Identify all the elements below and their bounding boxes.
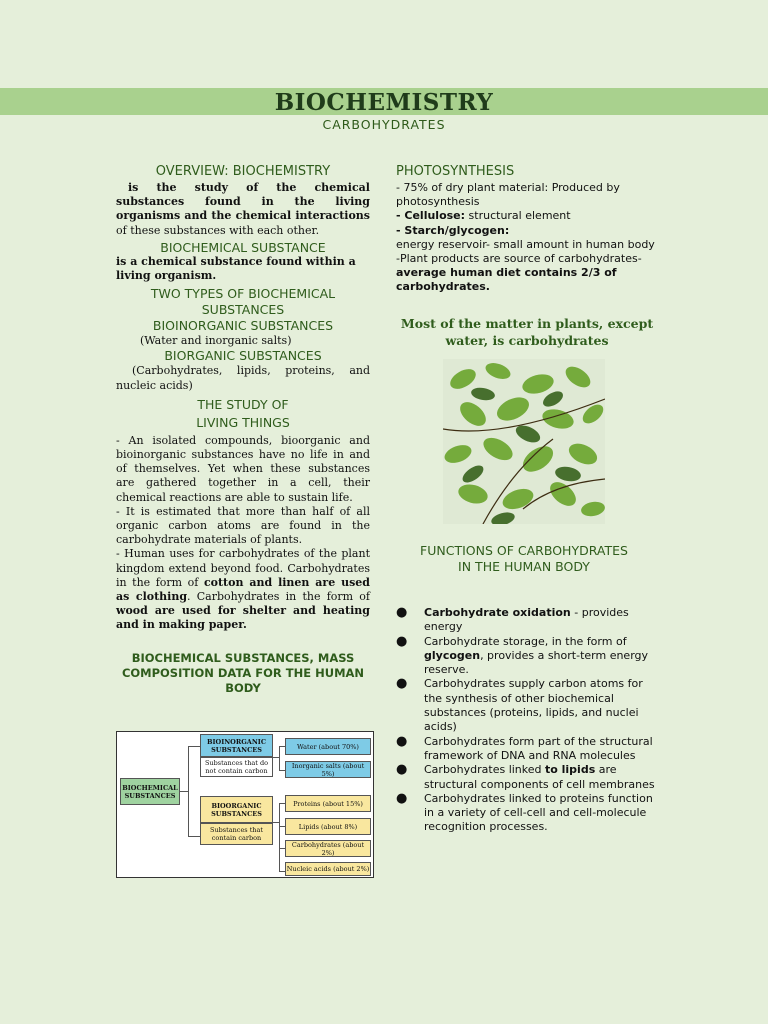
diagram-contain-carbon-box: Substances that contain carbon: [200, 823, 273, 845]
photosynthesis-line1: - 75% of dry plant material: Produced by photosynthesis: [396, 181, 620, 209]
list-item: [396, 763, 656, 792]
b1a: Carbohydrate oxidation: [424, 606, 571, 619]
bioorganic-text: (Carbohydrates, lipids, proteins, and nucleic acids): [116, 364, 370, 392]
overview-text: [116, 181, 370, 238]
diagram-nucleic-acids-box: Nucleic acids (about 2%): [285, 862, 371, 876]
diagram-connector: [188, 746, 200, 747]
list-item: [396, 735, 656, 764]
study-p3c: . Carbohydrates in the form of: [187, 590, 370, 604]
biochemical-substance-heading: BIOCHEMICAL SUBSTANCE: [160, 239, 326, 255]
bioinorganic-heading: BIOINORGANIC SUBSTANCES: [152, 318, 334, 334]
overview-heading: OVERVIEW: BIOCHEMISTRY: [155, 164, 331, 179]
study-heading: [116, 396, 370, 432]
products-a: -Plant products are source of carbohydrates-: [396, 252, 642, 266]
study-paragraph-2: - It is estimated that more than half of all organic carbon atoms are found in the carbohydrate materials of plants.: [116, 504, 370, 547]
biochemical-substances-diagram: [116, 731, 374, 878]
diagram-connector: [188, 746, 189, 836]
b5c: are structural components of cell membranes: [424, 763, 655, 791]
b4: Carbohydrates form part of the structural framework of DNA and RNA molecules: [424, 734, 653, 762]
cellulose-text: structural element: [465, 209, 571, 223]
right-column: [396, 164, 658, 349]
b5b: to lipids: [545, 763, 596, 777]
overview-rest: of these substances with each other.: [116, 223, 320, 237]
bullet-icon: ●: [396, 762, 408, 778]
diagram-caption: BIOCHEMICAL SUBSTANCES, MASS COMPOSITION DATA FOR THE HUMAN BODY: [121, 650, 365, 695]
bullet-icon: ●: [396, 605, 408, 620]
b2b: glycogen: [424, 648, 481, 662]
starch-label: - Starch/glycogen:: [396, 223, 510, 237]
bullet-icon: ●: [396, 733, 408, 749]
biochemical-substance-text: is a chemical substance found within a living organism.: [116, 254, 356, 283]
diagram-bioorganic-box: BIOORGANIC SUBSTANCES: [200, 796, 273, 823]
cellulose-label: - Cellulose:: [396, 209, 466, 223]
diagram-connector: [279, 803, 280, 871]
diagram-bioinorganic-box: BIOINORGANIC SUBSTANCES: [200, 734, 273, 757]
left-column: [116, 164, 370, 696]
two-types-heading: TWO TYPES OF BIOCHEMICAL SUBSTANCES: [150, 286, 336, 318]
products-b: average human diet contains 2/3 of carbohydrates.: [396, 266, 617, 294]
b3: Carbohydrates supply carbon atoms for the synthesis of other biochemical substances (proteins, lipids, and nuclei acids): [424, 677, 643, 734]
study-p3d: wood are used for shelter and heating and in making paper.: [116, 604, 370, 632]
b5a: Carbohydrates linked: [424, 763, 545, 777]
diagram-connector: [188, 836, 200, 837]
leaves-photo: [443, 359, 605, 524]
b2a: Carbohydrate storage, in the form of: [424, 634, 627, 648]
b1b: - provides energy: [424, 606, 629, 634]
photosynthesis-starch-text: energy reservoir- small amount in human body: [396, 237, 655, 251]
list-item: [396, 792, 656, 835]
list-item: [396, 606, 656, 635]
functions-heading: FUNCTIONS OF CARBOHYDRATES IN THE HUMAN BODY: [420, 543, 628, 574]
bioorganic-heading: BIORGANIC SUBSTANCES: [164, 348, 322, 364]
bullet-icon: ●: [396, 676, 408, 692]
study-heading-line2: LIVING THINGS: [196, 414, 290, 430]
diagram-proteins-box: Proteins (about 15%): [285, 795, 371, 812]
photosynthesis-products: [396, 252, 658, 295]
bullet-icon: ●: [396, 633, 408, 649]
photosynthesis-heading: PHOTOSYNTHESIS: [396, 164, 515, 179]
diagram-no-carbon-box: Substances that do not contain carbon: [200, 757, 273, 777]
diagram-water-box: Water (about 70%): [285, 738, 371, 755]
list-item: [396, 635, 656, 678]
plants-caption: Most of the matter in plants, except water, is carbohydrates: [400, 315, 654, 348]
overview-bold: is the study of the chemical substances found in the living organisms and the chemical interactions: [116, 181, 370, 223]
b6: Carbohydrates linked to proteins function in a variety of cell-cell and cell-molecule recognition processes.: [424, 791, 653, 834]
page-subtitle: CARBOHYDRATES: [322, 117, 446, 132]
photosynthesis-starch-label: [396, 224, 658, 238]
study-paragraph-3: [116, 547, 370, 632]
study-heading-line1: THE STUDY OF: [197, 396, 289, 412]
b2c: , provides a short-term energy reserve.: [424, 648, 649, 677]
photosynthesis-cellulose: [396, 209, 658, 223]
study-paragraph-1: - An isolated compounds, bioorganic and bioinorganic substances have no life in and of themselves. Yet when these substances are gathered together in a cell, their chemical reactions are able to sustain life.: [116, 433, 370, 504]
diagram-connector: [279, 746, 280, 770]
functions-list: [396, 606, 656, 835]
study-p3b: cotton and linen are used as clothing: [116, 575, 370, 604]
diagram-lipids-box: Lipids (about 8%): [285, 818, 371, 835]
diagram-root-box: BIOCHEMICAL SUBSTANCES: [120, 778, 180, 805]
diagram-carbohydrates-box: Carbohydrates (about 2%): [285, 840, 371, 857]
bullet-icon: ●: [396, 790, 408, 806]
page-title: BIOCHEMISTRY: [274, 89, 494, 116]
diagram-inorganic-salts-box: Inorganic salts (about 5%): [285, 761, 371, 778]
bioinorganic-text: (Water and inorganic salts): [140, 334, 292, 348]
diagram-connector: [180, 791, 188, 792]
study-p3a: - Human uses for carbohydrates of the plant kingdom extend beyond food. Carbohydrates in the form of: [116, 547, 370, 589]
list-item: [396, 677, 656, 734]
